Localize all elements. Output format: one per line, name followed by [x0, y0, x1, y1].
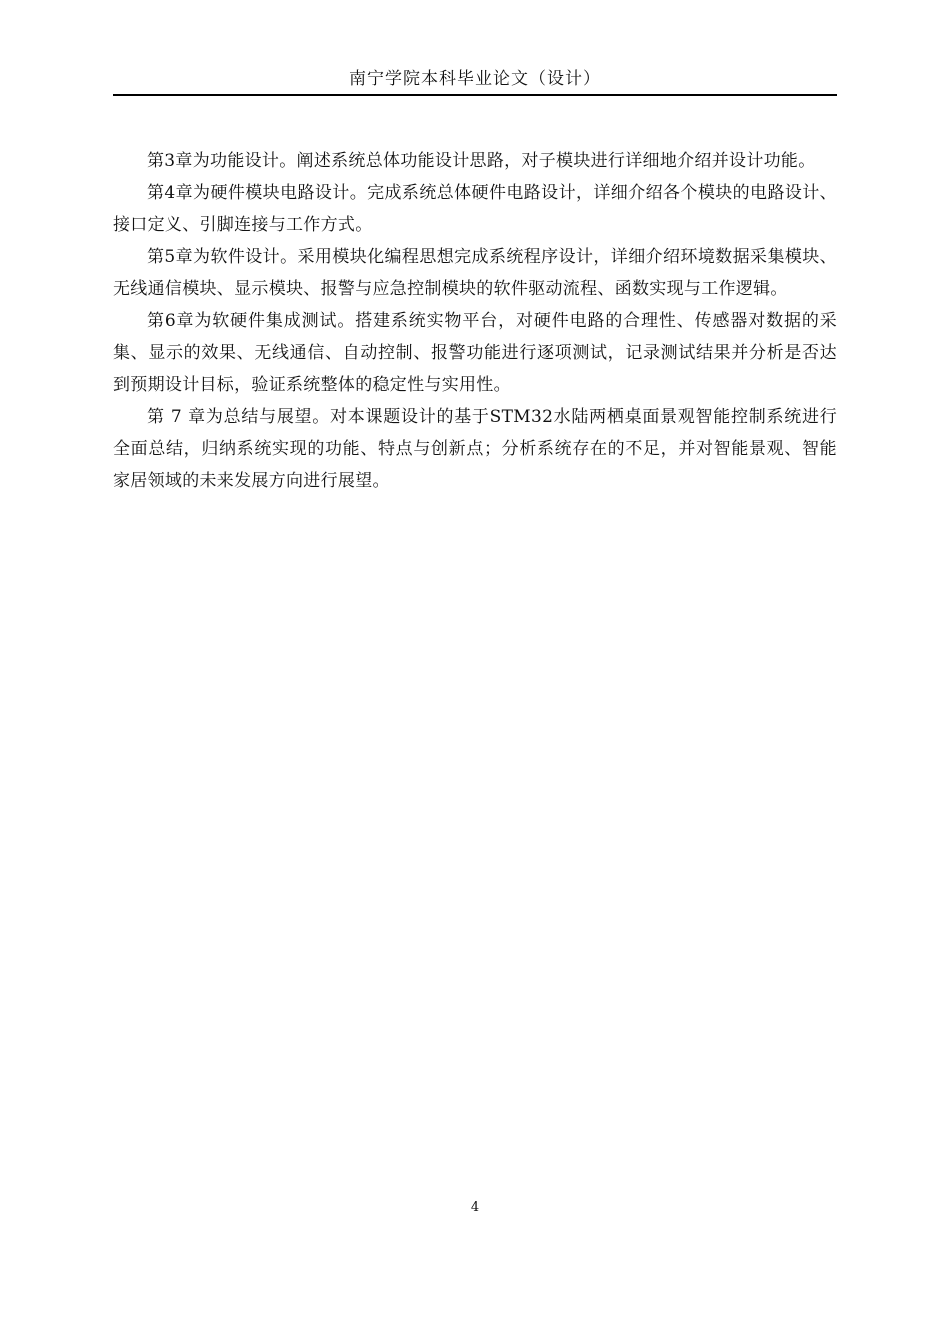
- page-header: [113, 64, 837, 96]
- page-number: 4: [470, 1200, 480, 1215]
- paragraph-chapter-3: 第3章为功能设计。阐述系统总体功能设计思路，对子模块进行详细地介绍并设计功能。: [147, 151, 816, 171]
- paragraph-chapter-4: 第4章为硬件模块电路设计。完成系统总体硬件电路设计，详细介绍各个模块的电路设计、接口定义、引脚连接与工作方式。: [113, 183, 837, 235]
- body-text: [113, 145, 837, 497]
- paragraph-chapter-7: 第 7 章为总结与展望。对本课题设计的基于STM32水陆两栖桌面景观智能控制系统进行全面总结，归纳系统实现的功能、特点与创新点；分析系统存在的不足，并对智能景观、智能家居领域的未来发展方向进行展望。: [113, 407, 837, 491]
- paragraph-chapter-5: 第5章为软件设计。采用模块化编程思想完成系统程序设计，详细介绍环境数据采集模块、无线通信模块、显示模块、报警与应急控制模块的软件驱动流程、函数实现与工作逻辑。: [113, 247, 837, 299]
- paragraph-chapter-6: 第6章为软硬件集成测试。搭建系统实物平台，对硬件电路的合理性、传感器对数据的采集、显示的效果、无线通信、自动控制、报警功能进行逐项测试，记录测试结果并分析是否达到预期设计目标，验证系统整体的稳定性与实用性。: [113, 311, 837, 395]
- header-title: 南宁学院本科毕业论文（设计）: [349, 69, 601, 89]
